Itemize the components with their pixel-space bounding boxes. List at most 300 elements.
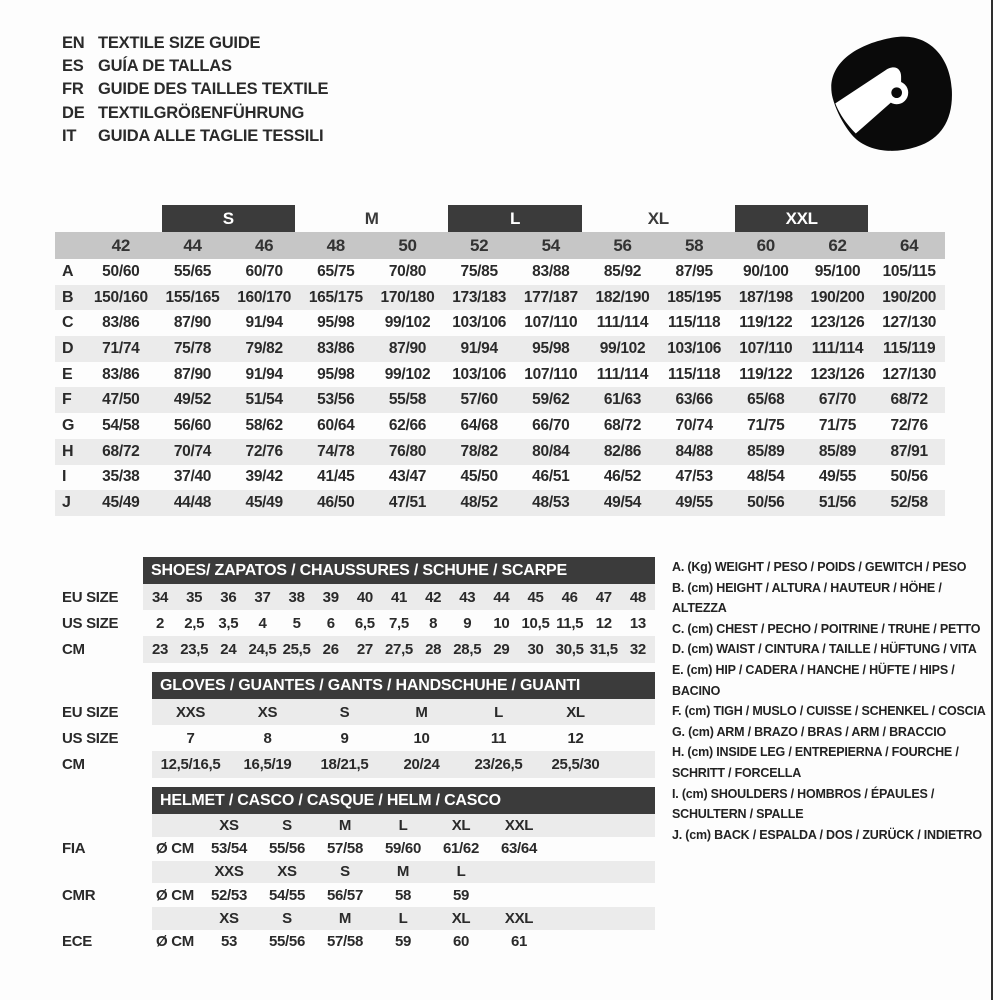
size-number: 52 — [470, 235, 489, 255]
measure-cell: 99/102 — [384, 314, 431, 332]
shoes-row-us-size — [55, 610, 655, 636]
helmet-size-label: XS — [258, 861, 316, 884]
shoes-cell: 35 — [177, 584, 211, 610]
gloves-header-row — [55, 672, 655, 699]
measure-cell: 119/122 — [739, 314, 793, 332]
helmet-cell: 53/54 — [210, 840, 248, 857]
measure-cell: 46/52 — [603, 468, 642, 486]
helmet-size-label: L — [374, 814, 432, 837]
helmet-cell: 61/62 — [442, 840, 480, 857]
measure-row-f — [55, 387, 945, 413]
gloves-cell: 8 — [263, 729, 272, 747]
size-number: 48 — [326, 235, 345, 255]
measure-cell: 72/76 — [890, 416, 928, 434]
language-row — [62, 78, 328, 101]
helmet-sizes-row-cmr — [55, 861, 655, 884]
language-row — [62, 32, 328, 55]
size-number: 62 — [828, 235, 847, 255]
helmet-cell: 56/57 — [326, 886, 364, 904]
gloves-cell: XS — [229, 699, 306, 725]
shoes-cell: 30,5 — [553, 636, 587, 662]
measure-cell: 103/106 — [452, 314, 507, 332]
size-number: 54 — [541, 235, 560, 255]
helmet-standard-label: CMR — [62, 886, 96, 904]
size-number: 50 — [398, 235, 417, 255]
shoes-cell: 13 — [629, 614, 646, 632]
gloves-cell: 23/26,5 — [460, 751, 537, 777]
shoes-cell: 28,5 — [450, 636, 484, 662]
measure-cell: 105/115 — [882, 262, 936, 280]
measure-cell: 111/114 — [811, 339, 864, 357]
measure-cell: 160/170 — [237, 288, 292, 306]
measure-cell: 48/53 — [532, 494, 570, 512]
measure-cell: 51/56 — [818, 494, 857, 512]
measure-cell: 68/72 — [102, 442, 140, 460]
measure-row-label: C — [62, 314, 74, 332]
measure-cell: 173/183 — [452, 288, 507, 306]
shoes-cell: 42 — [416, 584, 450, 610]
legend-entry: H. (cm) INSIDE LEG / ENTREPIERNA / FOURCHE / SCHRITT / FORCELLA — [672, 745, 959, 780]
measure-row-label: B — [62, 288, 74, 306]
measure-cell: 182/190 — [595, 288, 650, 306]
language-code: FR — [62, 80, 84, 99]
legend-entry: C. (cm) CHEST / PECHO / POITRINE / TRUHE / PETTO — [672, 621, 981, 636]
measure-row-i — [55, 465, 945, 491]
filler — [548, 814, 655, 837]
measure-cell: 46/51 — [532, 468, 570, 486]
measure-row-g — [55, 413, 945, 439]
measure-cell: 99/102 — [384, 365, 431, 383]
size-group-row — [55, 205, 945, 232]
shoes-cell: 32 — [621, 636, 655, 662]
helmet-title: HELMET / CASCO / CASQUE / HELM / CASCO — [152, 787, 655, 814]
measure-cell: 59/62 — [532, 391, 570, 409]
gloves-cell: 9 — [340, 729, 349, 747]
helmet-cell: 52/53 — [210, 886, 248, 904]
measure-cell: 165/175 — [308, 288, 363, 306]
page-edge-line — [991, 0, 993, 1000]
measure-cell: 87/90 — [173, 314, 212, 332]
helmet-header-row — [55, 787, 655, 814]
measure-row-label: A — [62, 262, 74, 280]
gloves-cell: 12,5/16,5 — [152, 751, 229, 777]
shoes-cell: 10,5 — [521, 614, 550, 632]
measure-cell: 75/78 — [173, 339, 212, 357]
gloves-title: GLOVES / GUANTES / GANTS / HANDSCHUHE / GUANTI — [152, 672, 655, 699]
measure-cell: 115/118 — [668, 365, 721, 383]
legend-entry: G. (cm) ARM / BRAZO / BRAS / ARM / BRACCIO — [672, 724, 947, 739]
size-group-xxl: XXL — [735, 205, 868, 232]
measure-cell: 68/72 — [890, 391, 928, 409]
language-title: GUÍA DE TALLAS — [98, 57, 232, 76]
gloves-row-label: US SIZE — [62, 729, 119, 747]
shoes-cell: 6 — [326, 614, 335, 632]
measure-cell: 72/76 — [245, 442, 283, 460]
shoes-cell: 41 — [382, 584, 416, 610]
measure-cell: 48/54 — [747, 468, 785, 486]
helmet-sizes-row-ece — [55, 907, 655, 930]
filler — [548, 883, 655, 907]
helmet-cell: 55/56 — [268, 840, 306, 857]
shoes-cell: 30 — [518, 636, 552, 662]
measure-cell: 85/89 — [747, 442, 785, 460]
measure-cell: 90/100 — [743, 262, 789, 280]
measure-cell: 115/118 — [668, 314, 721, 332]
gloves-cell: 7 — [186, 729, 195, 747]
helmet-size-table — [55, 787, 655, 954]
gloves-cell: 16,5/19 — [229, 751, 306, 777]
measure-cell: 123/126 — [810, 314, 865, 332]
measure-cell: 107/110 — [524, 365, 578, 383]
shoes-cell: 9 — [463, 614, 472, 632]
measure-cell: 47/51 — [388, 494, 427, 512]
measure-row-label: I — [62, 468, 67, 486]
measure-cell: 58/62 — [245, 416, 283, 434]
size-number-row — [55, 232, 945, 259]
shoes-cell: 36 — [211, 584, 245, 610]
helmet-standard-row-cmr — [55, 883, 655, 907]
spacer — [55, 861, 152, 884]
measure-cell: 91/94 — [245, 314, 283, 332]
measure-row-e — [55, 362, 945, 388]
helmet-standard-label: FIA — [62, 840, 86, 857]
helmet-cell: 55/56 — [268, 933, 306, 950]
helmet-size-label: M — [374, 861, 432, 884]
shoes-title: SHOES/ ZAPATOS / CHAUSSURES / SCHUHE / SCARPE — [143, 557, 655, 584]
helmet-cell: 54/55 — [268, 886, 306, 904]
gloves-cell: 25,5/30 — [537, 751, 614, 777]
language-title: TEXTILE SIZE GUIDE — [98, 34, 261, 53]
gloves-row-label: EU SIZE — [62, 703, 119, 721]
helmet-cell: 58 — [394, 886, 412, 904]
measure-cell: 85/89 — [818, 442, 857, 460]
helmet-size-label: L — [374, 907, 432, 930]
shoes-cell: 40 — [348, 584, 382, 610]
diameter-unit-label: Ø CM — [156, 886, 194, 904]
measure-row-j — [55, 490, 945, 516]
gloves-cell: 20/24 — [383, 751, 460, 777]
shoes-cell: 43 — [450, 584, 484, 610]
size-number: 60 — [756, 235, 775, 255]
shoes-cell: 3,5 — [218, 614, 239, 632]
measure-cell: 65/75 — [317, 262, 355, 280]
gloves-cell: L — [460, 699, 537, 725]
measure-cell: 45/49 — [245, 494, 283, 512]
shoes-cell: 29 — [484, 636, 518, 662]
measure-cell: 54/58 — [102, 416, 140, 434]
measure-cell: 91/94 — [460, 339, 498, 357]
helmet-size-label: XS — [200, 907, 258, 930]
helmet-cell: 57/58 — [326, 840, 364, 857]
size-number: 56 — [613, 235, 632, 255]
shoes-cell: 11,5 — [556, 614, 584, 632]
shoes-cell: 25,5 — [280, 636, 314, 662]
measure-cell: 65/68 — [747, 391, 785, 409]
measure-cell: 35/38 — [102, 468, 140, 486]
helmet-size-label: S — [258, 814, 316, 837]
gloves-cell: 18/21,5 — [306, 751, 383, 777]
measure-cell: 50/56 — [890, 468, 928, 486]
measure-cell: 123/126 — [810, 365, 865, 383]
measure-cell: 49/52 — [173, 391, 212, 409]
filler — [548, 861, 655, 884]
measure-cell: 53/56 — [317, 391, 355, 409]
measure-cell: 85/92 — [603, 262, 642, 280]
gloves-cell: 11 — [490, 729, 507, 747]
gloves-row-label: CM — [62, 755, 85, 773]
shoes-cell: 26 — [314, 636, 348, 662]
language-title: GUIDE DES TAILLES TEXTILE — [98, 80, 329, 99]
measure-cell: 70/80 — [388, 262, 427, 280]
measure-cell: 95/100 — [814, 262, 861, 280]
shoes-cell: 24 — [211, 636, 245, 662]
helmet-size-label: XL — [432, 907, 490, 930]
measure-cell: 187/198 — [738, 288, 793, 306]
measure-cell: 127/130 — [882, 314, 937, 332]
gloves-cell: XL — [537, 699, 614, 725]
helmet-cell: 63/64 — [500, 840, 538, 857]
shoes-cell: 10 — [493, 614, 510, 632]
measure-cell: 170/180 — [380, 288, 435, 306]
measure-cell: 55/65 — [173, 262, 212, 280]
measure-cell: 49/55 — [675, 494, 713, 512]
spacer — [55, 814, 152, 837]
measure-cell: 44/48 — [173, 494, 212, 512]
shoes-cell: 44 — [484, 584, 518, 610]
filler — [548, 837, 655, 861]
language-code: EN — [62, 34, 85, 53]
measure-cell: 50/56 — [747, 494, 785, 512]
shoes-cell: 7,5 — [389, 614, 409, 632]
measure-cell: 63/66 — [675, 391, 713, 409]
legend-entry: J. (cm) BACK / ESPALDA / DOS / ZURÜCK / INDIETRO — [672, 827, 982, 842]
measure-cell: 190/200 — [882, 288, 937, 306]
shoes-cell: 5 — [292, 614, 301, 632]
language-titles — [62, 32, 328, 148]
measurement-legend — [672, 557, 990, 845]
language-row — [62, 125, 328, 148]
shoes-cell: 38 — [280, 584, 314, 610]
measure-row-label: F — [62, 391, 72, 409]
measure-cell: 71/75 — [818, 416, 857, 434]
shoes-cell: 6,5 — [354, 614, 375, 632]
language-code: DE — [62, 103, 85, 122]
shoes-row-cm — [55, 636, 655, 662]
filler — [548, 907, 655, 930]
legend-entry: E. (cm) HIP / CADERA / HANCHE / HÜFTE / HIPS / BACINO — [672, 662, 955, 698]
spacer — [55, 672, 152, 699]
measure-cell: 115/119 — [883, 339, 936, 357]
measure-cell: 80/84 — [532, 442, 570, 460]
measure-cell: 83/86 — [102, 314, 140, 332]
measure-cell: 103/106 — [667, 339, 722, 357]
measure-cell: 95/98 — [317, 365, 355, 383]
measure-cell: 51/54 — [245, 391, 283, 409]
measure-cell: 57/60 — [460, 391, 498, 409]
measure-cell: 50/60 — [102, 262, 140, 280]
measure-cell: 99/102 — [599, 339, 646, 357]
helmet-cell: 59/60 — [384, 840, 422, 857]
shoes-cell: 46 — [553, 584, 587, 610]
measure-cell: 56/60 — [173, 416, 212, 434]
shoes-cell: 24,5 — [245, 636, 279, 662]
shoes-cell: 39 — [314, 584, 348, 610]
filler — [614, 699, 655, 725]
measure-row-a — [55, 259, 945, 285]
measure-cell: 82/86 — [603, 442, 642, 460]
measure-cell: 43/47 — [388, 468, 427, 486]
measure-cell: 107/110 — [739, 339, 793, 357]
gloves-cell: 12 — [567, 729, 584, 747]
legend-entry: A. (Kg) WEIGHT / PESO / POIDS / GEWITCH / PESO — [672, 560, 967, 574]
gloves-row-eu-size — [55, 699, 655, 725]
measure-cell: 95/98 — [317, 314, 355, 332]
measure-cell: 66/70 — [532, 416, 570, 434]
measure-cell: 64/68 — [460, 416, 498, 434]
measure-cell: 71/75 — [747, 416, 785, 434]
measure-cell: 45/50 — [460, 468, 498, 486]
helmet-cell — [490, 883, 548, 907]
measure-cell: 107/110 — [524, 314, 578, 332]
helmet-standard-row-fia — [55, 837, 655, 861]
measure-cell: 83/86 — [102, 365, 140, 383]
measure-cell: 87/95 — [675, 262, 713, 280]
size-group-xl: XL — [647, 208, 669, 228]
measure-row-h — [55, 439, 945, 465]
helmet-size-label: XXS — [200, 861, 258, 884]
helmet-cell: 53 — [220, 933, 238, 950]
measure-cell: 74/78 — [317, 442, 355, 460]
helmet-size-label: M — [316, 814, 374, 837]
gloves-cell: XXS — [152, 699, 229, 725]
shoes-cell: 2 — [156, 614, 165, 632]
filler — [548, 930, 655, 954]
size-number: 46 — [255, 235, 274, 255]
measure-cell: 177/187 — [523, 288, 578, 306]
shoes-cell: 4 — [258, 614, 267, 632]
size-number: 44 — [183, 235, 202, 255]
helmet-size-label: S — [316, 861, 374, 884]
gloves-size-table — [55, 672, 655, 778]
measure-cell: 83/88 — [532, 262, 570, 280]
legend-entry: B. (cm) HEIGHT / ALTURA / HAUTEUR / HÖHE / ALTEZZA — [672, 580, 942, 616]
spacer — [55, 205, 85, 232]
measure-cell: 111/114 — [596, 314, 649, 332]
helmet-size-label: M — [316, 907, 374, 930]
measure-cell: 46/50 — [317, 494, 355, 512]
gloves-row-us-size — [55, 725, 655, 751]
helmet-size-label: XL — [432, 814, 490, 837]
measure-cell: 70/74 — [173, 442, 212, 460]
measure-cell: 49/54 — [603, 494, 642, 512]
shoes-cell: 47 — [587, 584, 621, 610]
shoes-cell: 37 — [245, 584, 279, 610]
size-number: 64 — [900, 235, 919, 255]
gloves-row-cm — [55, 751, 655, 777]
legend-entry: I. (cm) SHOULDERS / HOMBROS / ÉPAULES / SCHULTERN / SPALLE — [672, 786, 935, 822]
measure-cell: 79/82 — [245, 339, 283, 357]
shoes-cell: 2,5 — [184, 614, 205, 632]
language-code: ES — [62, 57, 84, 76]
diameter-unit-label: Ø CM — [156, 840, 194, 857]
measure-row-label: J — [62, 494, 71, 512]
size-group-s: S — [162, 205, 295, 232]
gloves-cell: M — [383, 699, 460, 725]
measure-cell: 87/90 — [388, 339, 427, 357]
measure-cell: 67/70 — [818, 391, 857, 409]
helmet-cell: 57/58 — [326, 933, 364, 950]
measure-row-label: E — [62, 365, 73, 383]
measure-row-label: D — [62, 339, 74, 357]
shoes-cell: 23,5 — [177, 636, 211, 662]
gloves-cell: 10 — [413, 729, 430, 747]
helmet-size-label: XS — [200, 814, 258, 837]
spacer — [55, 557, 143, 584]
measure-cell: 185/195 — [667, 288, 722, 306]
helmet-size-label — [490, 861, 548, 884]
measure-cell: 61/63 — [603, 391, 642, 409]
measure-cell: 119/122 — [739, 365, 793, 383]
measure-cell: 37/40 — [173, 468, 212, 486]
legend-entry: D. (cm) WAIST / CINTURA / TAILLE / HÜFTUNG / VITA — [672, 642, 977, 657]
measure-cell: 41/45 — [317, 468, 355, 486]
spacer — [152, 814, 200, 837]
shoes-row-label: US SIZE — [62, 614, 119, 632]
language-title: TEXTILGRÖßENFÜHRUNG — [98, 103, 305, 122]
measure-cell: 190/200 — [810, 288, 865, 306]
filler — [614, 725, 655, 751]
measure-row-label: H — [62, 442, 74, 460]
measure-cell: 83/86 — [317, 339, 355, 357]
diameter-unit-label: Ø CM — [156, 933, 194, 950]
size-group-m: M — [364, 208, 379, 228]
spacer — [55, 232, 85, 259]
measure-cell: 55/58 — [388, 391, 427, 409]
size-number: 42 — [111, 235, 130, 255]
shoes-cell: 34 — [143, 584, 177, 610]
helmet-cell: 60 — [452, 933, 470, 950]
helmet-size-label: XXL — [490, 814, 548, 837]
measure-cell: 71/74 — [102, 339, 140, 357]
helmet-cell: 61 — [510, 933, 528, 950]
measure-row-d — [55, 336, 945, 362]
shoes-cell: 8 — [429, 614, 438, 632]
measure-cell: 127/130 — [882, 365, 937, 383]
shoes-cell: 28 — [416, 636, 450, 662]
filler — [614, 751, 655, 777]
measure-cell: 70/74 — [675, 416, 713, 434]
helmet-standard-row-ece — [55, 930, 655, 954]
textile-size-table — [55, 205, 945, 516]
measure-cell: 91/94 — [245, 365, 283, 383]
language-row — [62, 55, 328, 78]
measure-cell: 60/70 — [245, 262, 283, 280]
size-number: 58 — [685, 235, 704, 255]
spacer — [55, 787, 152, 814]
helmet-standard-label: ECE — [62, 933, 92, 950]
measure-cell: 95/98 — [532, 339, 570, 357]
measure-cell: 45/49 — [102, 494, 140, 512]
helmet-size-label: S — [258, 907, 316, 930]
measure-cell: 39/42 — [245, 468, 283, 486]
measure-cell: 52/58 — [890, 494, 928, 512]
measure-cell: 60/64 — [317, 416, 355, 434]
measure-cell: 75/85 — [460, 262, 498, 280]
measure-cell: 87/91 — [890, 442, 928, 460]
measure-cell: 150/160 — [93, 288, 148, 306]
spacer — [152, 861, 200, 884]
helmet-cell: 59 — [394, 933, 412, 950]
